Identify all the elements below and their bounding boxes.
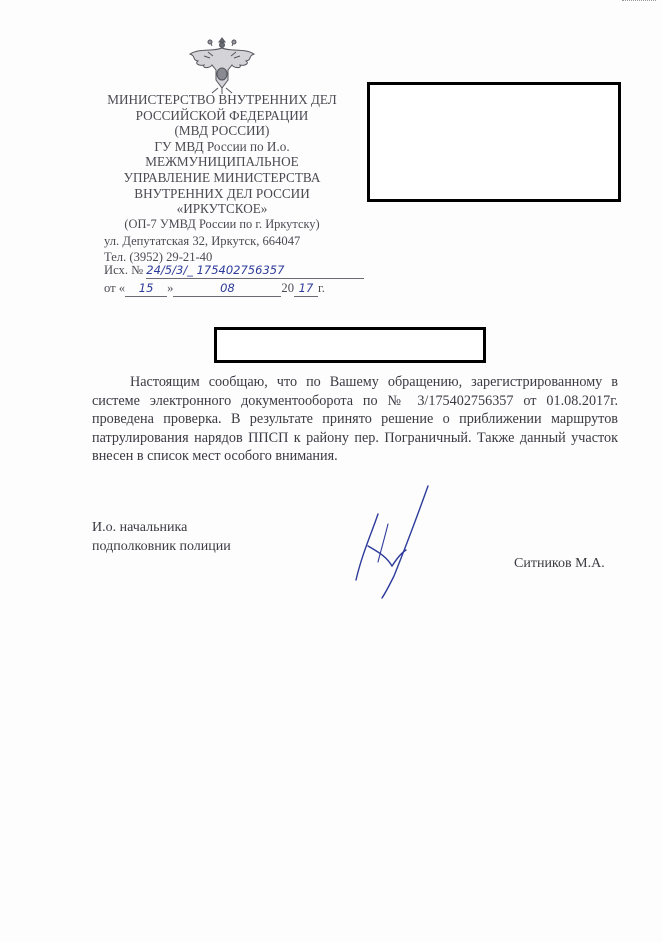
emblem-icon (182, 34, 262, 96)
date-month: 08 (173, 280, 281, 297)
date-year-end: г. (317, 281, 325, 295)
letterhead-line: «ИРКУТСКОЕ» (176, 201, 268, 217)
body-paragraph: Настоящим сообщаю, что по Вашему обращению, зарегистрированному в системе электронного документооборота по № 3/175402756357 от 01.08.2017г. проведена проверка. В результате принято решение о приближении маршрутов патрулирования нарядов ППСП к району пер. Пограничный. Также данный участок внесен в список мест особого внимания. (92, 374, 618, 465)
outgoing-number-value: 24/5/3/_ 175402756357 (146, 262, 364, 279)
position-line: подполковник полиции (92, 539, 231, 554)
position-line: И.о. начальника (92, 520, 188, 535)
recipient-redaction-box (367, 82, 621, 202)
letterhead-line: РОССИЙСКОЙ ФЕДЕРАЦИИ (135, 107, 309, 123)
signatory-name: Ситников М.А. (514, 556, 605, 571)
outgoing-number (104, 262, 364, 279)
address: ул. Депутатская 32, Иркутск, 664047 (104, 234, 301, 248)
signatory-position (92, 518, 231, 556)
letterhead-line: МИНИСТЕРСТВО ВНУТРЕННИХ ДЕЛ (107, 92, 337, 107)
letterhead-line: (МВД РОССИИ) (174, 123, 270, 139)
title-redaction-box (214, 327, 486, 363)
outgoing-date: от « 15 » 08 20 17 г. (104, 281, 325, 295)
address-block (104, 234, 300, 265)
handwritten-signature (348, 484, 432, 600)
letterhead-line: ГУ МВД России по И.о. (154, 138, 290, 154)
letterhead-line: ВНУТРЕННИХ ДЕЛ РОССИИ (134, 185, 310, 201)
letterhead-line: МЕЖМУНИЦИПАЛЬНОЕ (145, 154, 299, 170)
scan-artifact (622, 0, 656, 5)
outgoing-number-label: Исх. № (104, 263, 144, 277)
date-from-label: от « (104, 281, 126, 295)
letterhead-line: (ОП-7 УМВД России по г. Иркутску) (124, 216, 320, 231)
date-year-suffix: 17 (294, 280, 318, 297)
letterhead (92, 92, 352, 232)
date-year-prefix: 20 (281, 281, 294, 295)
date-day: 15 (125, 280, 167, 297)
phone: Тел. (3952) 29-21-40 (104, 249, 213, 264)
letterhead-line: УПРАВЛЕНИЕ МИНИСТЕРСТВА (123, 169, 321, 185)
